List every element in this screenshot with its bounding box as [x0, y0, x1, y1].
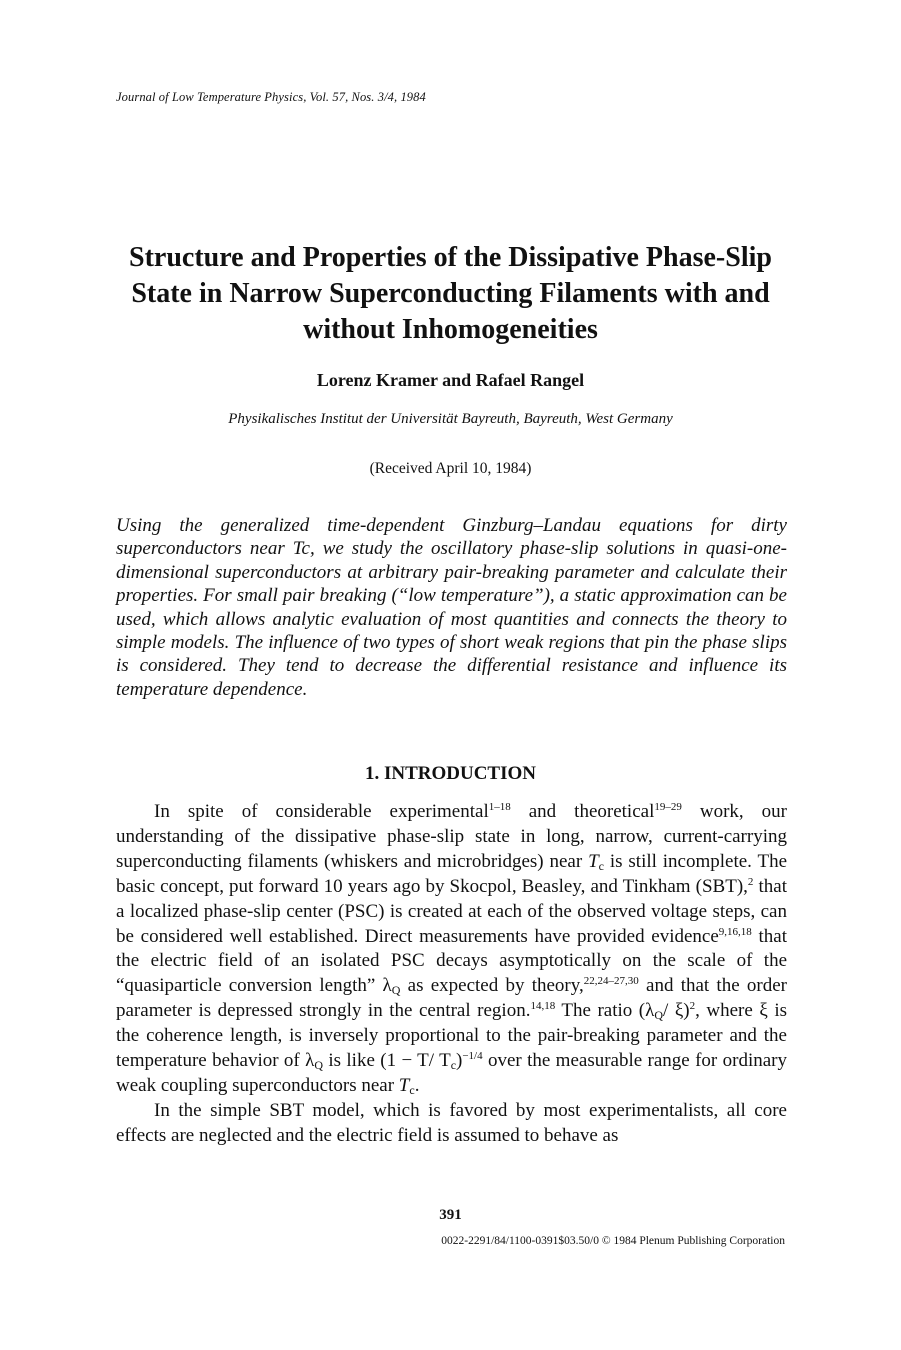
text-run: In spite of considerable experimental: [154, 801, 489, 822]
text-run: that the electric field of an isolated PSC decays asymptotically on the scale of the “quasiparticle conversion length” λ: [116, 925, 787, 997]
text-run: is still incomplete. The basic concept, put forward 10 years ago by Skocpol, Beasley, and Tinkham (SBT),: [116, 850, 787, 897]
math-superscript: 2: [689, 1000, 696, 1013]
math-subscript: Q: [654, 1008, 664, 1023]
math-symbol: T: [398, 1074, 410, 1096]
math-subscript: Q: [391, 983, 401, 998]
section-heading: 1. INTRODUCTION: [364, 763, 537, 784]
math-symbol: T: [588, 850, 599, 872]
reference-superscript: 9,16,18: [718, 925, 752, 938]
text-run: The ratio (λ: [555, 1000, 655, 1022]
text-run: as expected by theory,: [400, 975, 584, 997]
text-run: is like (1 − T/ T: [323, 1050, 451, 1072]
copyright-line: 0022-2291/84/1100-0391$03.50/0 © 1984 Plenum Publishing Corporation: [441, 1235, 785, 1247]
page-number: 391: [439, 1207, 462, 1223]
reference-superscript: 19–29: [654, 801, 682, 813]
text-run: over the measurable range for ordinary weak coupling superconductors near: [116, 1050, 787, 1096]
text-run: that a localized phase-slip center (PSC) is created at each of the observed voltage steps, can be considered well established. Direct measurements have provided evidence: [116, 875, 787, 947]
math-subscript: Q: [314, 1058, 323, 1073]
math-subscript: c: [598, 858, 604, 873]
intro-paragraph-2: In the simple SBT model, which is favored by most experimentalists, all core effects are neglected and the electric field is assumed to behave as: [116, 1099, 787, 1146]
reference-superscript: 2: [747, 875, 754, 888]
article-authors: Lorenz Kramer and Rafael Rangel: [316, 370, 585, 390]
intro-paragraph-1: [116, 800, 787, 1099]
introduction-body: [116, 800, 787, 1149]
article-title: Structure and Properties of the Dissipative Phase-Slip State in Narrow Superconducting Filaments with and without Inhomogeneities: [129, 242, 772, 345]
reference-superscript: 22,24–27,30: [583, 975, 639, 988]
received-date: (Received April 10, 1984): [369, 460, 532, 477]
author-affiliation: Physikalisches Institut der Universität Bayreuth, Bayreuth, West Germany: [228, 411, 673, 427]
journal-citation: Journal of Low Temperature Physics, Vol. 57, Nos. 3/4, 1984: [116, 90, 426, 104]
math-subscript: c: [450, 1058, 457, 1073]
text-run: and that the order parameter is depressed strongly in the central region.: [116, 975, 787, 1022]
reference-superscript: 1–18: [488, 801, 511, 813]
text-run: and theoretical: [510, 801, 655, 822]
abstract-text: Using the generalized time-dependent Ginzburg–Landau equations for dirty superconductors near Tc, we study the oscillatory phase-slip solutions in quasi-one-dimensional superconductors at arbitrary pair-breaking parameter and calculate their properties. For small pair breaking (“low temperature”), a static approximation can be used, which allows analytic evaluation of most quantities and connects the theory to simple models. The influence of two types of short weak regions that pin the phase slips is considered. They tend to decrease the differential resistance and influence its temperature dependence.: [116, 515, 787, 700]
text-run: .: [414, 1074, 420, 1096]
reference-superscript: 14,18: [530, 1000, 556, 1013]
text-run: , where ξ is the coherence length, is inversely proportional to the pair-breaking parameter and the temperature behavior of λ: [116, 1000, 788, 1072]
text-run: work, our understanding of the dissipative phase-slip state in long, narrow, current-carrying superconducting filaments (whiskers and microbridges) near: [116, 801, 787, 872]
math-superscript: −1/4: [462, 1050, 483, 1063]
text-run: ): [456, 1050, 463, 1072]
text-run: / ξ): [663, 1000, 690, 1022]
math-subscript: c: [409, 1082, 415, 1097]
